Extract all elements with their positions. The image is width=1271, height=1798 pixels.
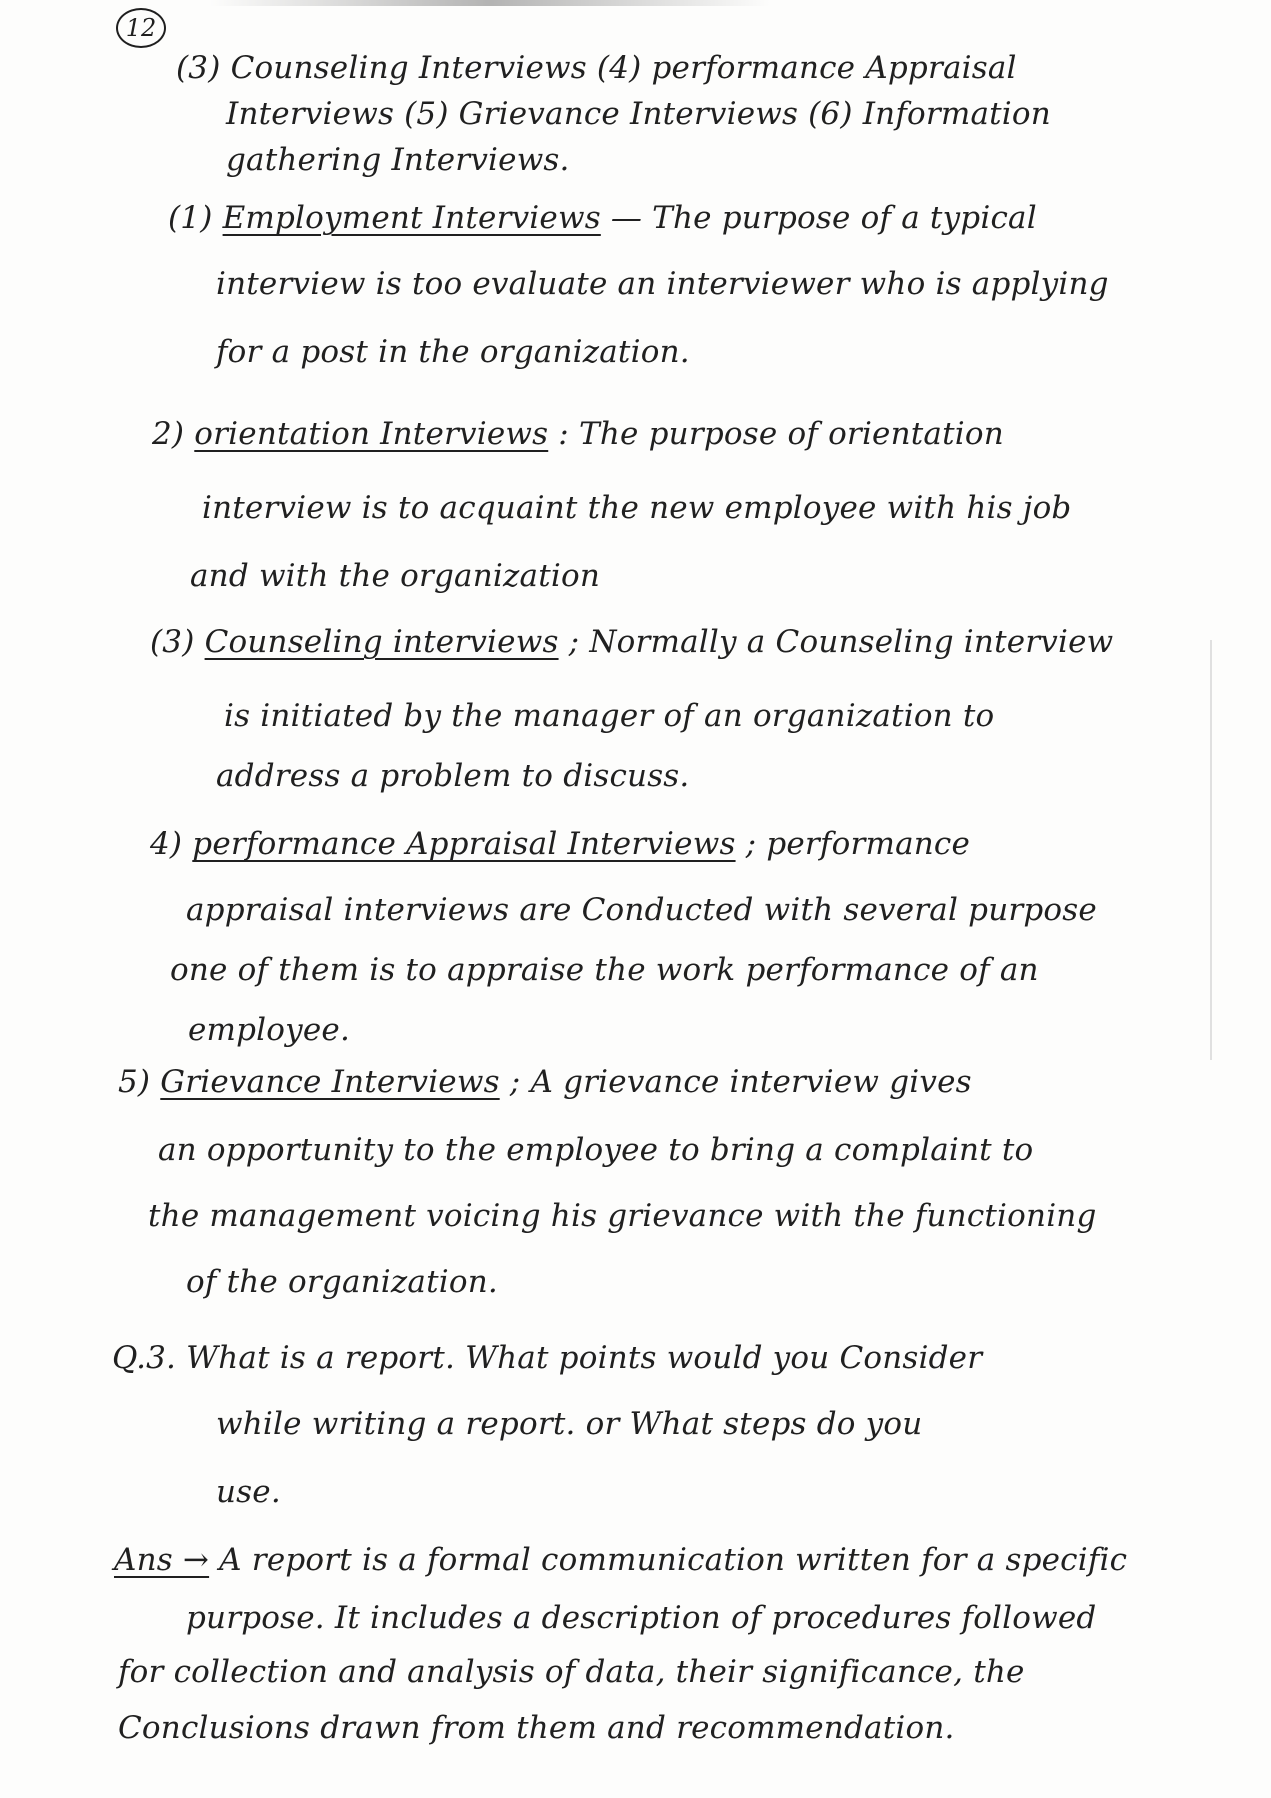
answer-line-4: Conclusions drawn from them and recommendation.	[118, 1710, 955, 1746]
question-line-1	[112, 1338, 982, 1378]
question-line-2: while writing a report. or What steps do you	[216, 1406, 923, 1442]
counseling-line-1	[150, 622, 1113, 662]
counseling-heading: Counseling interviews	[204, 624, 559, 660]
employment-heading: Employment Interviews	[222, 200, 601, 236]
intro-line-1: (3) Counseling Interviews (4) performance Appraisal	[176, 50, 1017, 86]
answer-label: Ans →	[114, 1542, 210, 1578]
performance-number: 4)	[150, 826, 183, 862]
intro-line-3: gathering Interviews.	[226, 142, 570, 178]
orientation-line-3: and with the organization	[190, 558, 600, 594]
performance-line-4: employee.	[188, 1012, 351, 1048]
orientation-number: 2)	[152, 416, 185, 452]
performance-line-3: one of them is to appraise the work performance of an	[170, 952, 1039, 988]
employment-line-3: for a post in the organization.	[216, 334, 690, 370]
intro-line-2: Interviews (5) Grievance Interviews (6) Information	[226, 96, 1051, 132]
employment-line-1	[168, 198, 1037, 238]
page-number: 12	[116, 8, 166, 48]
counseling-line-3: address a problem to discuss.	[216, 758, 690, 794]
employment-line-2: interview is too evaluate an interviewer who is applying	[216, 266, 1109, 302]
orientation-line-1	[152, 414, 1004, 454]
question-text-1: What is a report. What points would you Consider	[186, 1340, 983, 1376]
grievance-line-4: of the organization.	[186, 1264, 498, 1300]
answer-line-3: for collection and analysis of data, their significance, the	[118, 1654, 1025, 1690]
orientation-text: : The purpose of orientation	[548, 416, 1004, 452]
employment-number: (1)	[168, 200, 213, 236]
counseling-number: (3)	[150, 624, 195, 660]
question-label: Q.3.	[112, 1340, 177, 1376]
answer-line-2: purpose. It includes a description of procedures followed	[186, 1600, 1097, 1636]
answer-text-1: A report is a formal communication written for a specific	[219, 1542, 1128, 1578]
employment-text: — The purpose of a typical	[600, 200, 1037, 236]
grievance-number: 5)	[118, 1064, 151, 1100]
grievance-line-2: an opportunity to the employee to bring a complaint to	[158, 1132, 1034, 1168]
orientation-heading: orientation Interviews	[194, 416, 549, 452]
orientation-line-2: interview is to acquaint the new employee with his job	[202, 490, 1072, 526]
question-line-3: use.	[216, 1474, 281, 1510]
grievance-line-1	[118, 1062, 972, 1102]
grievance-line-3: the management voicing his grievance with the functioning	[148, 1198, 1097, 1234]
grievance-text: ; A grievance interview gives	[499, 1064, 972, 1100]
answer-line-1	[114, 1540, 1127, 1580]
grievance-heading: Grievance Interviews	[160, 1064, 500, 1100]
performance-line-2: appraisal interviews are Conducted with several purpose	[186, 892, 1097, 928]
performance-line-1	[150, 824, 970, 864]
margin-shadow	[1210, 640, 1212, 1060]
top-edge-shadow	[210, 0, 770, 6]
performance-text: ; performance	[735, 826, 971, 862]
counseling-line-2: is initiated by the manager of an organization to	[224, 698, 995, 734]
counseling-text: ; Normally a Counseling interview	[558, 624, 1114, 660]
performance-heading: performance Appraisal Interviews	[192, 826, 736, 862]
